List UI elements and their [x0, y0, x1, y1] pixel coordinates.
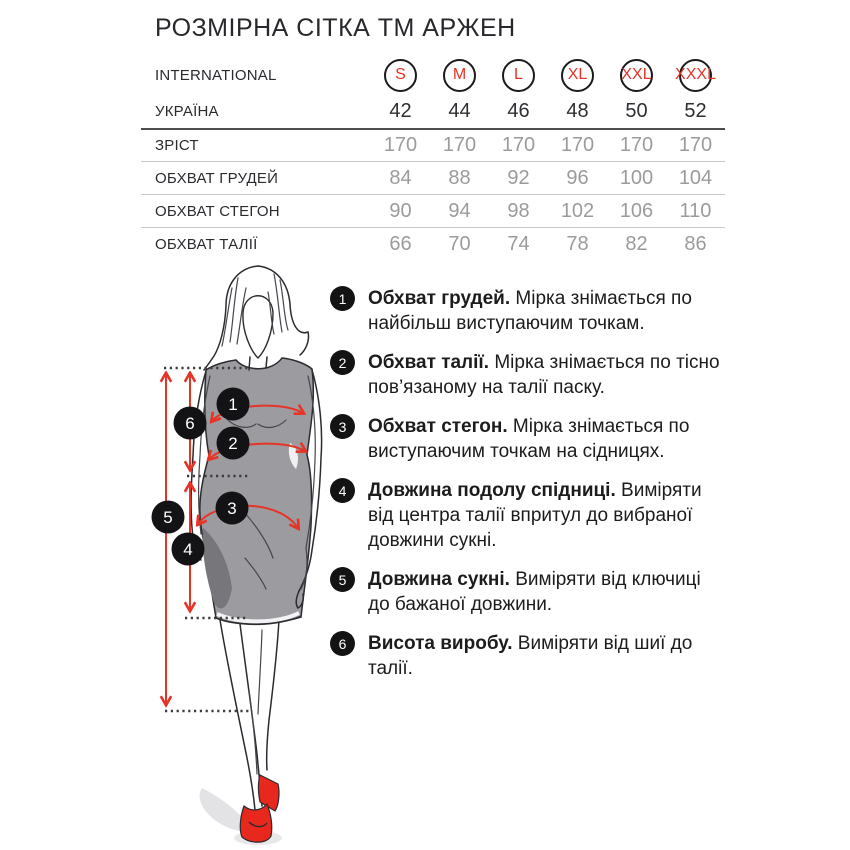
svg-text:3: 3 — [227, 499, 237, 518]
size-badge-xxl: XXL — [620, 59, 653, 92]
instruction-text: Виміряти від ключиці до бажаної довжини. — [368, 569, 701, 615]
ukraine-row — [141, 94, 725, 128]
ukraine-size: 46 — [507, 99, 530, 122]
size-badge-s: S — [384, 59, 417, 92]
instruction-title: Обхват стегон. — [368, 416, 508, 437]
instruction-text: Мірка знімається по виступаючим точкам на сідницях. — [368, 416, 690, 462]
instruction-text: Виміряти від шиї до талії. — [368, 633, 693, 679]
size-badge-l: L — [502, 59, 535, 92]
instruction-title: Обхват грудей. — [368, 288, 511, 309]
list-number-badge: 3 — [330, 414, 355, 439]
dress — [200, 358, 314, 625]
ukraine-label: УКРАЇНА — [155, 102, 219, 120]
instruction-title: Довжина сукні. — [368, 569, 510, 590]
instruction-text: Виміряти від центра талії впритул до вибраної довжини сукні. — [368, 480, 702, 551]
table-row-waist: ОБХВАТ ТАЛІЇ 66 70 74 78 82 86 — [141, 227, 725, 260]
list-item — [330, 414, 730, 464]
size-badge-m: M — [443, 59, 476, 92]
svg-text:4: 4 — [183, 540, 193, 559]
list-number-badge: 4 — [330, 478, 355, 503]
table-row-height: ЗРІСТ 170 170 170 170 170 170 — [141, 128, 725, 161]
svg-text:2: 2 — [228, 434, 238, 453]
svg-text:6: 6 — [185, 414, 195, 433]
page-title: РОЗМІРНА СІТКА ТМ АРЖЕН — [155, 14, 516, 42]
instruction-title: Довжина подолу спідниці. — [368, 480, 616, 501]
list-item — [330, 478, 730, 553]
measurement-instructions — [330, 286, 730, 681]
table-row-bust: ОБХВАТ ГРУДЕЙ 84 88 92 96 100 104 — [141, 161, 725, 194]
list-item — [330, 286, 730, 336]
international-label: INTERNATIONAL — [155, 66, 277, 84]
instruction-title: Обхват талії. — [368, 352, 490, 373]
instruction-text: Мірка знімається по тісно пов’язаному на талії паску. — [368, 352, 720, 398]
red-heels — [240, 775, 279, 842]
ukraine-size: 48 — [566, 99, 589, 122]
ukraine-size: 52 — [684, 99, 707, 122]
size-badge-xl: XL — [561, 59, 594, 92]
figure-illustration — [140, 258, 340, 850]
instruction-title: Висота виробу. — [368, 633, 513, 654]
list-number-badge: 2 — [330, 350, 355, 375]
instruction-text: Мірка знімається по найбільш виступаючим точкам. — [368, 288, 692, 334]
measurement-figure — [140, 258, 340, 850]
ukraine-size: 42 — [389, 99, 412, 122]
table-row-hips: ОБХВАТ СТЕГОН 90 94 98 102 106 110 — [141, 194, 725, 227]
list-item — [330, 350, 730, 400]
svg-text:5: 5 — [163, 508, 173, 527]
size-table — [141, 56, 725, 260]
list-item — [330, 567, 730, 617]
figure-head — [204, 266, 309, 370]
list-number-badge: 1 — [330, 286, 355, 311]
ukraine-size: 50 — [625, 99, 648, 122]
size-badge-xxxl: XXXL — [679, 59, 712, 92]
list-number-badge: 6 — [330, 631, 355, 656]
svg-text:1: 1 — [228, 395, 238, 414]
list-item — [330, 631, 730, 681]
ukraine-size: 44 — [448, 99, 471, 122]
international-row — [141, 56, 725, 94]
list-number-badge: 5 — [330, 567, 355, 592]
